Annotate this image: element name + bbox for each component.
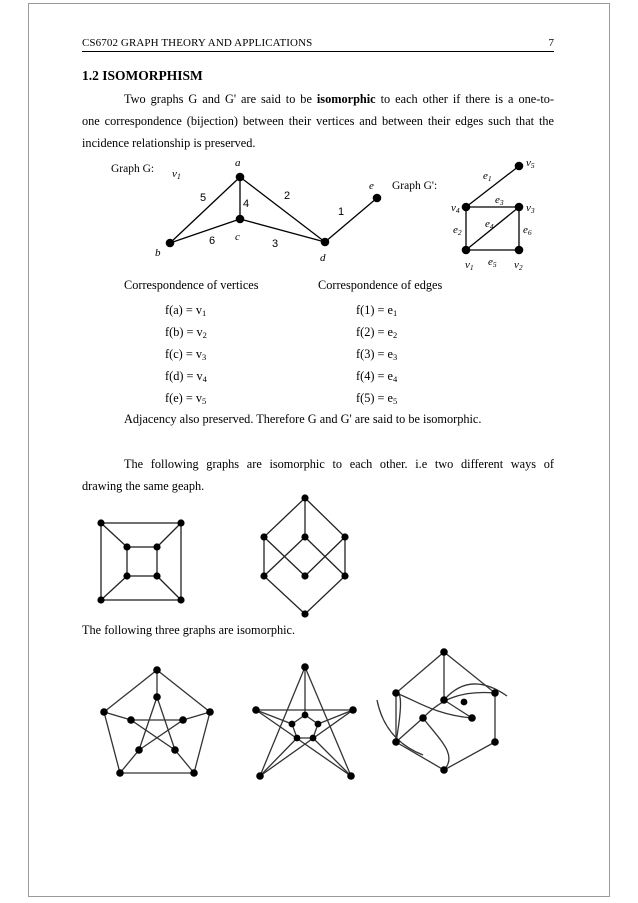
gp-edge-label-e4: e4 — [485, 218, 494, 231]
edge-map-row: $f(5) = e_5$ — [356, 391, 398, 406]
edge-label-6: 6 — [209, 235, 216, 247]
graph-gp-edge — [466, 166, 519, 207]
edge-map-row: $f(4) = e_4$ — [356, 369, 398, 384]
edge-map-row: $f(2) = e_2$ — [356, 325, 398, 340]
edge-label-5: 5 — [200, 192, 207, 204]
edge-map-row: $f(1) = e_1$ — [356, 303, 398, 318]
gp-vertex-label-v2: v2 — [514, 259, 523, 272]
graph-gp-vertex — [462, 203, 471, 212]
edge-label-2: 2 — [284, 190, 291, 202]
gp-vertex-label-v5: v5 — [526, 157, 535, 170]
header-title: CS6702 GRAPH THEORY AND APPLICATIONS — [82, 37, 313, 49]
graph-g-vertex — [373, 194, 382, 203]
graph-g-caption: Graph G: — [111, 163, 155, 175]
graph-gp-vertex — [515, 203, 524, 212]
intro-text: to each other if there is a one-to- — [375, 92, 554, 106]
vertex-map-row: $f(b) = v_2$ — [165, 325, 207, 340]
gp-edge-label-e1: e1 — [483, 170, 492, 183]
petersen-graph-curved — [377, 648, 507, 774]
vertex-map-row: $f(d) = v_4$ — [165, 369, 207, 384]
para3: The following three graphs are isomorphic. — [82, 623, 296, 637]
gp-edge-label-e3: e3 — [495, 194, 504, 207]
gp-vertex-label-v3: v3 — [526, 202, 535, 215]
intro-bold-term: isomorphic — [316, 92, 376, 106]
vertex-label-e: e — [369, 180, 374, 192]
vertex-label-c: c — [235, 231, 240, 243]
graph-gp-caption: Graph G': — [392, 180, 438, 192]
vertex-correspondence-heading: Correspondence of vertices — [124, 278, 259, 292]
graph-g-vertex — [321, 238, 330, 247]
cube-graph-hexagon-drawing — [260, 494, 348, 617]
intro-text: Two graphs G and G' are said to be — [124, 92, 317, 106]
edge-correspondence-heading: Correspondence of edges — [318, 278, 443, 292]
graph-g-edge — [240, 219, 325, 242]
cube-graph-square-drawing — [97, 519, 184, 603]
graph-g-v1-label: v1 — [172, 168, 181, 181]
page-number: 7 — [548, 37, 554, 49]
graph-gp-vertex — [515, 246, 524, 255]
graph-g-vertex — [236, 215, 245, 224]
graph-gp-vertex — [515, 162, 524, 171]
gp-edge-label-e6: e6 — [523, 224, 532, 237]
graph-g-vertex — [166, 239, 175, 248]
petersen-graph-star — [252, 663, 357, 780]
edge-label-1: 1 — [338, 206, 345, 218]
graph-g-edge — [325, 198, 377, 242]
vertex-map-row: $f(e) = v_5$ — [165, 391, 207, 406]
graph-g-vertex — [236, 173, 245, 182]
gp-vertex-label-v1: v1 — [465, 259, 474, 272]
edge-map-row: $f(3) = e_3$ — [356, 347, 398, 362]
para2-line-2: drawing the same geaph. — [82, 479, 205, 493]
graph-gp-vertex — [462, 246, 471, 255]
intro-line-2: one correspondence (bijection) between their vertices and between their edges such that the — [82, 114, 554, 128]
para2-line-1: The following graphs are isomorphic to each other. i.e two different ways of — [124, 457, 554, 471]
vertex-label-d: d — [320, 252, 326, 264]
edge-label-3: 3 — [272, 238, 279, 250]
vertex-map-row: $f(a) = v_1$ — [165, 303, 207, 318]
vertex-map-row: $f(c) = v_3$ — [165, 347, 207, 362]
gp-vertex-label-v4: v4 — [451, 202, 460, 215]
graph-g-edge — [170, 177, 240, 243]
adjacency-statement: Adjacency also preserved. Therefore G and G' are said to be isomorphic. — [124, 412, 482, 426]
intro-line-3: incidence relationship is preserved. — [82, 136, 256, 150]
edge-label-4: 4 — [243, 198, 250, 210]
petersen-graph-standard — [100, 666, 214, 777]
graph-g-edge — [170, 219, 240, 243]
vertex-label-a: a — [235, 157, 241, 169]
vertex-label-b: b — [155, 247, 161, 259]
section-title: 1.2 ISOMORPHISM — [82, 68, 203, 83]
gp-edge-label-e2: e2 — [453, 224, 462, 237]
graph-g-edge — [240, 177, 325, 242]
gp-edge-label-e5: e5 — [488, 256, 497, 269]
